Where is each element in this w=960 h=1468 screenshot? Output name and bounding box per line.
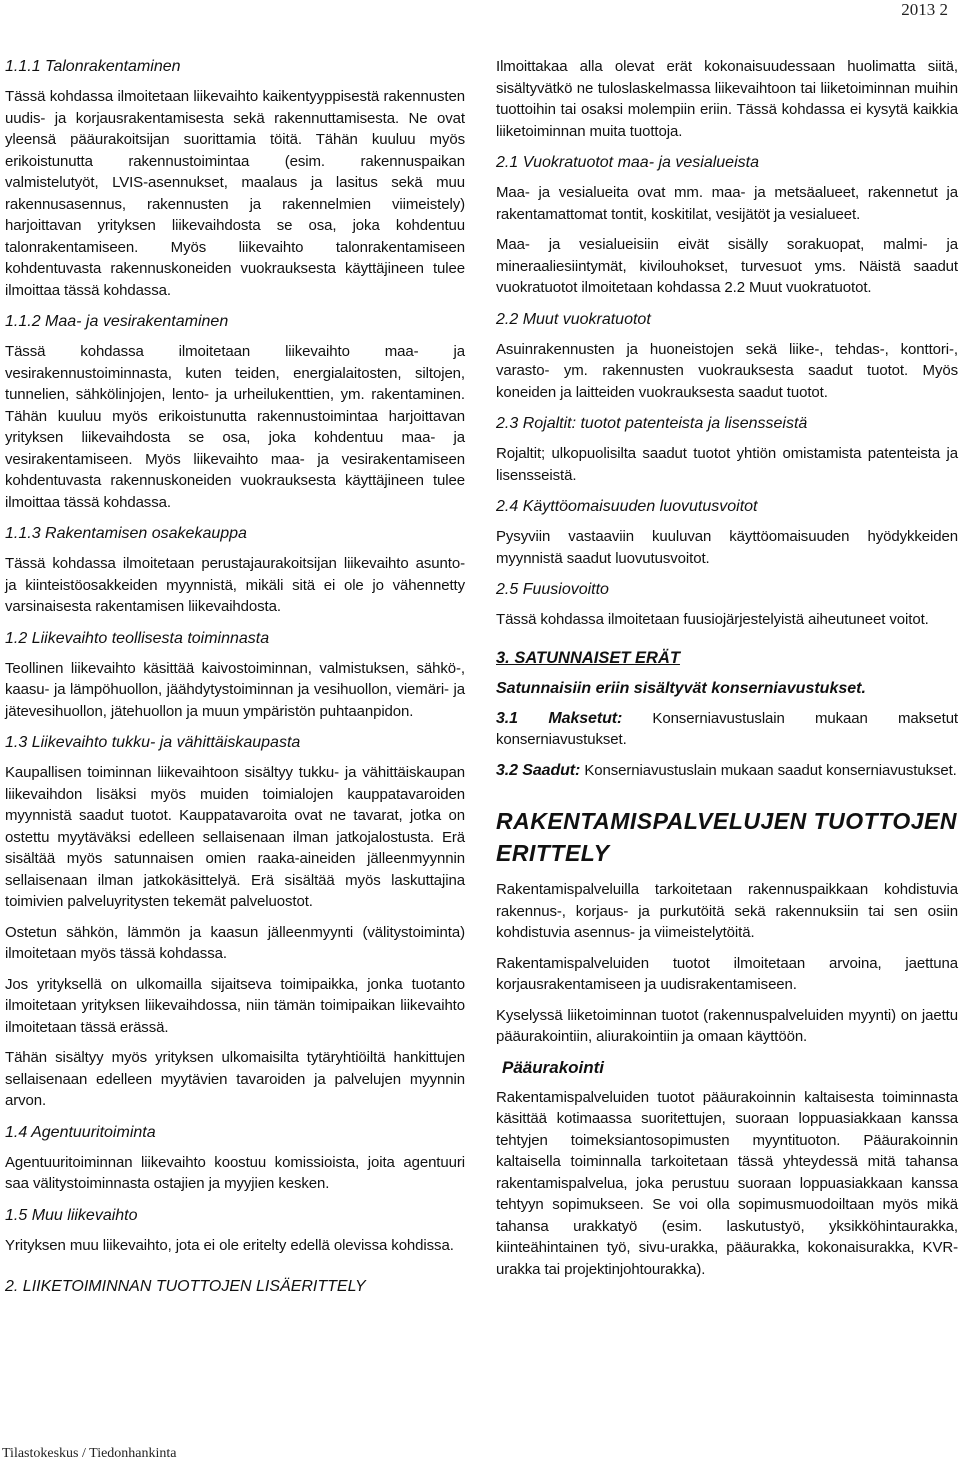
section-2-3-text: Rojaltit; ulkopuolisilta saadut tuotot yhtiön omistamista patenteista ja lisensseistä. bbox=[496, 445, 958, 484]
section-3-1-text: Konserniavustuslain mukaan maksetut konserniavustukset. bbox=[496, 709, 958, 748]
section-1-4-title: 1.4 Agentuuritoiminta bbox=[5, 1123, 156, 1141]
section-2-3-title: 2.3 Rojaltit: tuotot patenteista ja lisensseistä bbox=[496, 415, 808, 432]
section-1-3-text-1: Kaupallisen toiminnan liikevaihtoon sisältyy tukku- ja vähittäiskaupan liikevaihdon lisäksi myös muiden toimialojen kauppatavaroiden myynnistä saadut tuotot. Kauppatavaroita ovat ne tavarat, jotka on ostettu myytäväksi edelleen sellaisenaan ilman jatkojalostusta. Erä sisältää myös satunnaisen omien raaka-aineiden jälleenmyynnin sellaisenaan ilman jatkokäsittelyä. Erä sisältää myös laskuttajina toimivien palveluyritysten tekemät palveluostot. bbox=[5, 764, 465, 910]
rakentamispalvelut-text-2: Rakentamispalveluiden tuotot ilmoitetaan arvoina, jaettuna korjausrakentamiseen ja uudisrakentamiseen. bbox=[496, 954, 958, 993]
paaurakointi-text: Rakentamispalveluiden tuotot pääurakoinnin kaltaisesta toiminnasta käsittää kotimaassa suoritettujen, suoraan loppuasiakkaan kanssa tehtyjen toimeksiantosopimusten myyntituoton. Pääurakoinnin kaltaisella toiminnalla tarkoitetaan tässä yhteydessä mitä tahansa rakentamispalvelua, joka perustuu suoraan loppuasiakkaan kanssa tehtyyn sopimukseen. Se voi olla sopimusmuodoiltaan myös mikä tahansa urakkatyö (esim. laskutustyö, yksikköhintaurakka, kiinteähintainen työ, sivu-urakka, pääurakka, kokonaisurakka, KVR-urakka tai projektinjohtourakka). bbox=[496, 1088, 958, 1278]
section-3-title: 3. SATUNNAISET ERÄT bbox=[496, 648, 680, 667]
page-number: 2013 2 bbox=[901, 0, 948, 19]
section-2-2-title: 2.2 Muut vuokratuotot bbox=[496, 310, 651, 328]
section-2-title: 2. LIIKETOIMINNAN TUOTTOJEN LISÄERITTELY bbox=[5, 1278, 366, 1295]
section-1-3-text-2: Ostetun sähkön, lämmön ja kaasun jälleenmyynti (välitystoiminta) ilmoitetaan myös tässä kohdassa. bbox=[5, 923, 465, 962]
section-2-1-text-1: Maa- ja vesialueita ovat mm. maa- ja metsäalueet, rakennetut ja rakentamattomat tontit, koskitilat, vesijätöt ja vesialueet. bbox=[496, 184, 958, 223]
section-1-1-3-title: 1.1.3 Rakentamisen osakekauppa bbox=[5, 525, 247, 542]
section-2-intro-text: Ilmoittakaa alla olevat erät kokonaisuudessaan huolimatta siitä, sisältyvätkö ne tuloslaskelmassa liikevaihtoon tai liiketoiminnan muihin tuottoihin tai osaksi molempiin eriin. Tässä kohdassa ei kysytä kaikkia liiketoiminnan muita tuottoja. bbox=[496, 58, 958, 140]
section-3-2-text: Konserniavustuslain mukaan saadut konserniavustukset. bbox=[580, 761, 957, 779]
section-2-5-title: 2.5 Fuusiovoitto bbox=[496, 581, 609, 598]
rakentamispalvelujen-title-line-2: ERITTELY bbox=[496, 840, 610, 866]
section-1-2-text: Teollinen liikevaihto käsittää kaivostoiminnan, valmistuksen, sähkö-, kaasu- ja lämpöhuollon, jäähdytystoiminnan ja vesihuollon, viemäri- ja jätevesihuollon, jätehuollon ja muun ympäristön puhtaanpidon. bbox=[5, 659, 465, 720]
section-1-3-title: 1.3 Liikevaihto tukku- ja vähittäiskaupasta bbox=[5, 734, 301, 751]
section-1-1-1-text: Tässä kohdassa ilmoitetaan liikevaihto kaikentyyppisestä rakennusten uudis- ja korjausrakentamisesta sekä rakennuttamisesta. Ne ovat yleensä pääurakoitsijan suorittamia töitä. Tähän kuuluu myös erikoistunutta rakennustoimintaa (esim. rakennuspaikan valmistelutyöt, LVIS-asennukset, maalaus ja lasitus sekä muu rakennusasennus, rakennusten ja rakennelmien viimeistely) harjoittavan yrityksen liikevaihdosta se osa, joka kohdentuu talonrakentamiseen. Myös liikevaihto talonrakentamiseen kohdentuvasta rakennuskoneiden vuokrauksesta käyttäjineen tulee ilmoittaa tässä kohdassa. bbox=[5, 88, 465, 299]
section-1-1-1-title: 1.1.1 Talonrakentaminen bbox=[5, 58, 181, 75]
rakentamispalvelujen-title bbox=[496, 805, 958, 869]
section-2-2-text: Asuinrakennusten ja huoneistojen sekä liike-, tehdas-, konttori-, varasto- ym. rakennusten vuokrauksesta saadut tuotot. Myös koneiden ja laitteiden vuokrauksesta saadut tuotot. bbox=[496, 340, 958, 401]
section-1-5-title: 1.5 Muu liikevaihto bbox=[5, 1206, 138, 1224]
section-1-1-3-text: Tässä kohdassa ilmoitetaan perustajaurakoitsijan liikevaihto asunto- ja kiinteistöosakkeiden myynnistä, mikäli sitä ei ole jo vähennetty varsinaisesta rakentamisen liikevaihdosta. bbox=[5, 555, 465, 615]
right-column bbox=[496, 56, 958, 1289]
section-2-1-title: 2.1 Vuokratuotot maa- ja vesialueista bbox=[496, 154, 759, 171]
section-1-1-2-title: 1.1.2 Maa- ja vesirakentaminen bbox=[5, 313, 229, 330]
section-3-subtitle: Satunnaisiin eriin sisältyvät konserniavustukset. bbox=[496, 679, 866, 697]
section-1-3-text-4: Tähän sisältyy myös yrityksen ulkomaisilta tytäryhtiöiltä hankittujen sellaisenaan edelleen myytävien tavaroiden ja palvelujen myynnin arvon. bbox=[5, 1049, 465, 1109]
section-3-2-paragraph bbox=[496, 760, 958, 782]
section-1-3-text-3: Jos yrityksellä on ulkomailla sijaitseva toimipaikka, jonka tuotanto ilmoitetaan yrityksen liikevaihdossa, niin tämän toimipaikan liikevaihto ilmoitetaan tässä erässä. bbox=[5, 975, 465, 1036]
section-3-1-head: 3.1 Maksetut: bbox=[496, 709, 623, 727]
rakentamispalvelut-text-3: Kyselyssä liiketoiminnan tuotot (rakennuspalveluiden myynti) on jaettu pääurakointiin, aliurakointiin ja omaan käyttöön. bbox=[496, 1006, 958, 1045]
section-2-4-title: 2.4 Käyttöomaisuuden luovutusvoitot bbox=[496, 498, 758, 515]
section-1-2-title: 1.2 Liikevaihto teollisesta toiminnasta bbox=[5, 629, 270, 647]
section-1-1-2-text: Tässä kohdassa ilmoitetaan liikevaihto maa- ja vesirakennustoiminnasta, kuten teiden, energialaitosten, siltojen, tunnelien, sähkölinjojen, lento- ja urheilukenttien, ym. rakentaminen. Tähän kuuluu myös erikoistunutta rakennustoimintaa harjoittavan yrityksen liikevaihdosta se osa, joka kohdentuu maa- ja vesirakentamiseen. Myös liikevaihto maa- ja vesirakentamiseen kohdentuvasta rakennuskoneiden vuokrauksesta käyttäjineen tulee ilmoittaa tässä kohdassa. bbox=[5, 343, 465, 511]
section-2-5-text: Tässä kohdassa ilmoitetaan fuusiojärjestelyistä aiheutuneet voitot. bbox=[496, 611, 929, 628]
section-2-1-text-2: Maa- ja vesialueisiin eivät sisälly sorakuopat, malmi- ja mineraaliesiintymät, kivilouhokset, turvesuot yms. Näistä saadut vuokratuotot ilmoitetaan kohdassa 2.2 Muut vuokratuotot. bbox=[496, 236, 958, 296]
section-3-1-paragraph bbox=[496, 708, 958, 751]
rakentamispalvelujen-title-line-1: RAKENTAMISPALVELUJEN TUOTTOJEN bbox=[496, 808, 957, 834]
footer-source: Tilastokeskus / Tiedonhankinta bbox=[2, 1446, 177, 1461]
left-column bbox=[5, 56, 465, 1306]
paaurakointi-title: Pääurakointi bbox=[502, 1057, 605, 1077]
section-1-4-text: Agentuuritoiminnan liikevaihto koostuu komissioista, joita agentuuri saa välitystoiminnasta ostajien ja myyjien kesken. bbox=[5, 1153, 465, 1192]
rakentamispalvelut-text-1: Rakentamispalveluilla tarkoitetaan rakennuspaikkaan kohdistuvia rakennus-, korjaus- ja purkutöitä sekä rakennuksiin tai sen osiin kohdistuvia asennus- ja viimeistelytöitä. bbox=[496, 881, 958, 941]
section-2-4-text: Pysyviin vastaaviin kuuluvan käyttöomaisuuden hyödykkeiden myynnistä saadut luovutusvoitot. bbox=[496, 528, 958, 567]
section-3-2-head: 3.2 Saadut: bbox=[496, 761, 581, 779]
section-1-5-text: Yrityksen muu liikevaihto, jota ei ole eritelty edellä olevissa kohdissa. bbox=[5, 1236, 454, 1254]
